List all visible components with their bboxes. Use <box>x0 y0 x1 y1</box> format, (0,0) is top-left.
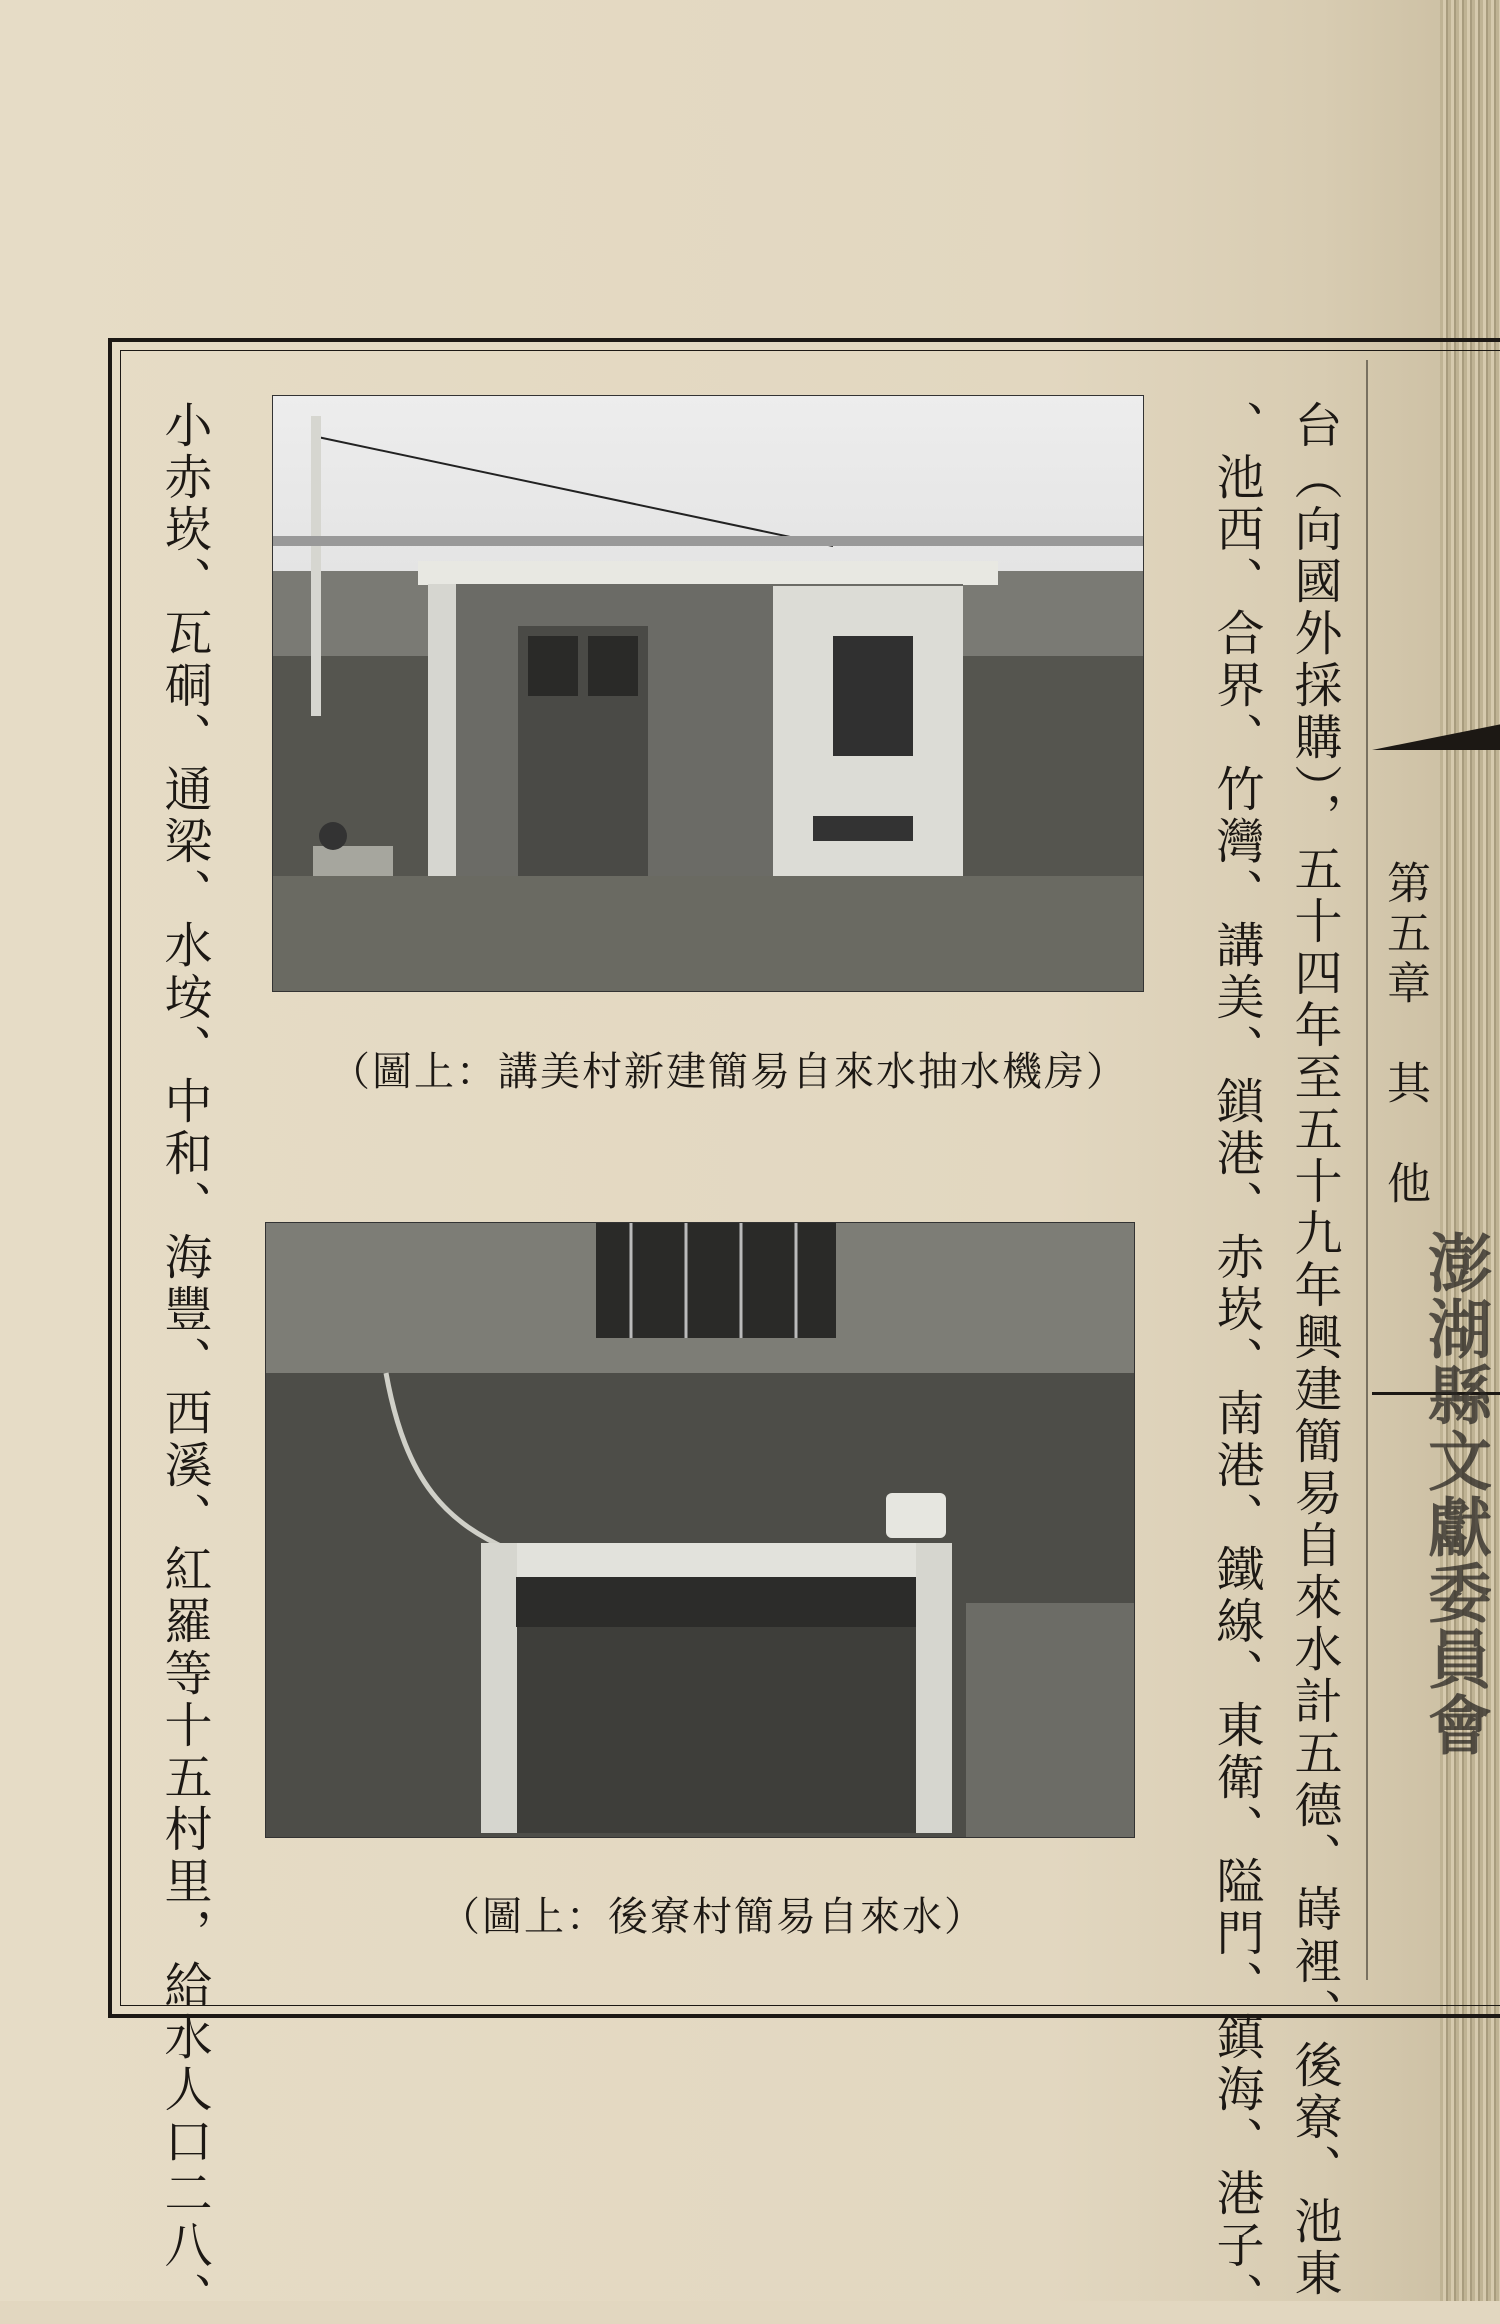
water-tank-photo <box>265 1222 1135 1838</box>
header-divider <box>1366 360 1368 1980</box>
pump-house-photo <box>272 395 1144 992</box>
figure-caption-1: （圖上：講美村新建簡易自來水抽水機房） <box>330 1049 1128 1095</box>
chapter-wedge <box>1372 720 1500 780</box>
side-stamp: 澎湖縣文獻委員會 <box>1417 1230 1492 1758</box>
body-column-3: 小赤崁、瓦硐、通梁、水垵、中和、海豐、西溪、紅羅等十五村里，給水人口二八、 <box>156 400 212 2324</box>
chapter-title: 第五章 其 他 <box>1379 860 1430 1210</box>
body-column-2: 、池西、合界、竹灣、講美、鎖港、赤崁、南港、鐵線、東衛、隘門、鎮海、港子、 <box>1208 400 1264 2324</box>
figure-caption-2: （圖上：後寮村簡易自來水） <box>440 1894 986 1940</box>
body-column-1: 台（向國外採購），五十四年至五十九年興建簡易自來水計五德、嵵裡、後寮、池東 <box>1286 400 1342 2300</box>
